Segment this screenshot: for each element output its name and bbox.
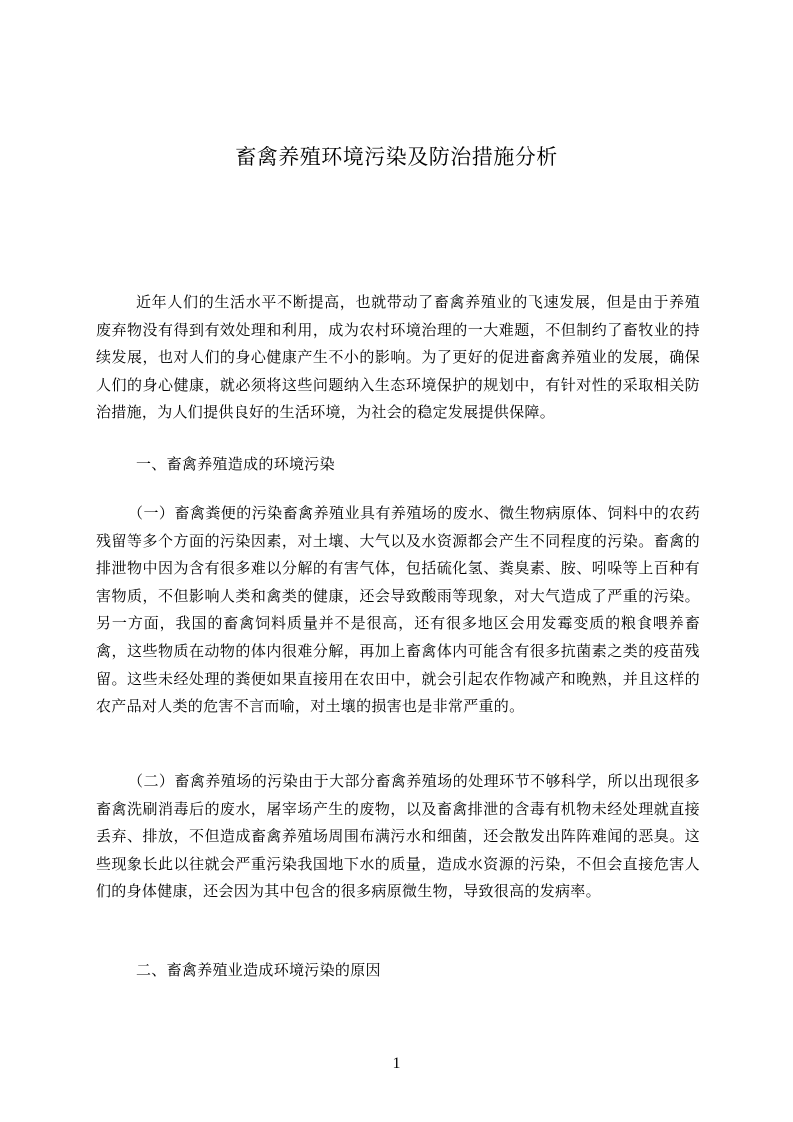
paragraph-farm-pollution: （二）畜禽养殖场的污染由于大部分畜禽养殖场的处理环节不够科学，所以出现很多畜禽洗刷消毒后的废水，屠宰场产生的废物，以及畜禽排泄的含毒有机物未经处理就直接丢弃、排放，不但造成畜禽养殖场周围布满污水和细菌，还会散发出阵阵难闻的恶臭。这些现象长此以往就会严重污染我国地下水的质量，造成水资源的污染，不但会直接危害人们的身体健康，还会因为其中包含的很多病原微生物，导致很高的发病率。 [96, 772, 700, 901]
paragraph-manure-pollution: （一）畜禽粪便的污染畜禽养殖业具有养殖场的废水、微生物病原体、饲料中的农药残留等多个方面的污染因素，对土壤、大气以及水资源都会产生不同程度的污染。畜禽的排泄物中因为含有很多难以分解的有害气体，包括硫化氢、粪臭素、胺、吲哚等上百种有害物质，不但影响人类和禽类的健康，还会导致酸雨等现象，对大气造成了严重的污染。另一方面，我国的畜禽饲料质量并不是很高，还有很多地区会用发霉变质的粮食喂养畜禽，这些物质在动物的体内很难分解，再加上畜禽体内可能含有很多抗菌素之类的疫苗残留。这些未经处理的粪便如果直接用在农田中，就会引起农作物减产和晚熟，并且这样的农产品对人类的危害不言而喻，对土壤的损害也是非常严重的。 [96, 504, 700, 716]
section-heading-causes: 二、畜禽养殖业造成环境污染的原因 [136, 961, 381, 979]
page-number: 1 [392, 1055, 401, 1072]
section-heading-pollution: 一、畜禽养殖造成的环境污染 [136, 455, 335, 473]
document-title: 畜禽养殖环境污染及防治措施分析 [235, 145, 558, 169]
intro-paragraph: 近年人们的生活水平不断提高，也就带动了畜禽养殖业的飞速发展，但是由于养殖废弃物没有得到有效处理和利用，成为农村环境治理的一大难题，不但制约了畜牧业的持续发展，也对人们的身心健康产生不小的影响。为了更好的促进畜禽养殖业的发展，确保人们的身心健康，就必须将这些问题纳入生态环境保护的规划中，有针对性的采取相关防治措施，为人们提供良好的生活环境，为社会的稳定发展提供保障。 [96, 293, 700, 422]
